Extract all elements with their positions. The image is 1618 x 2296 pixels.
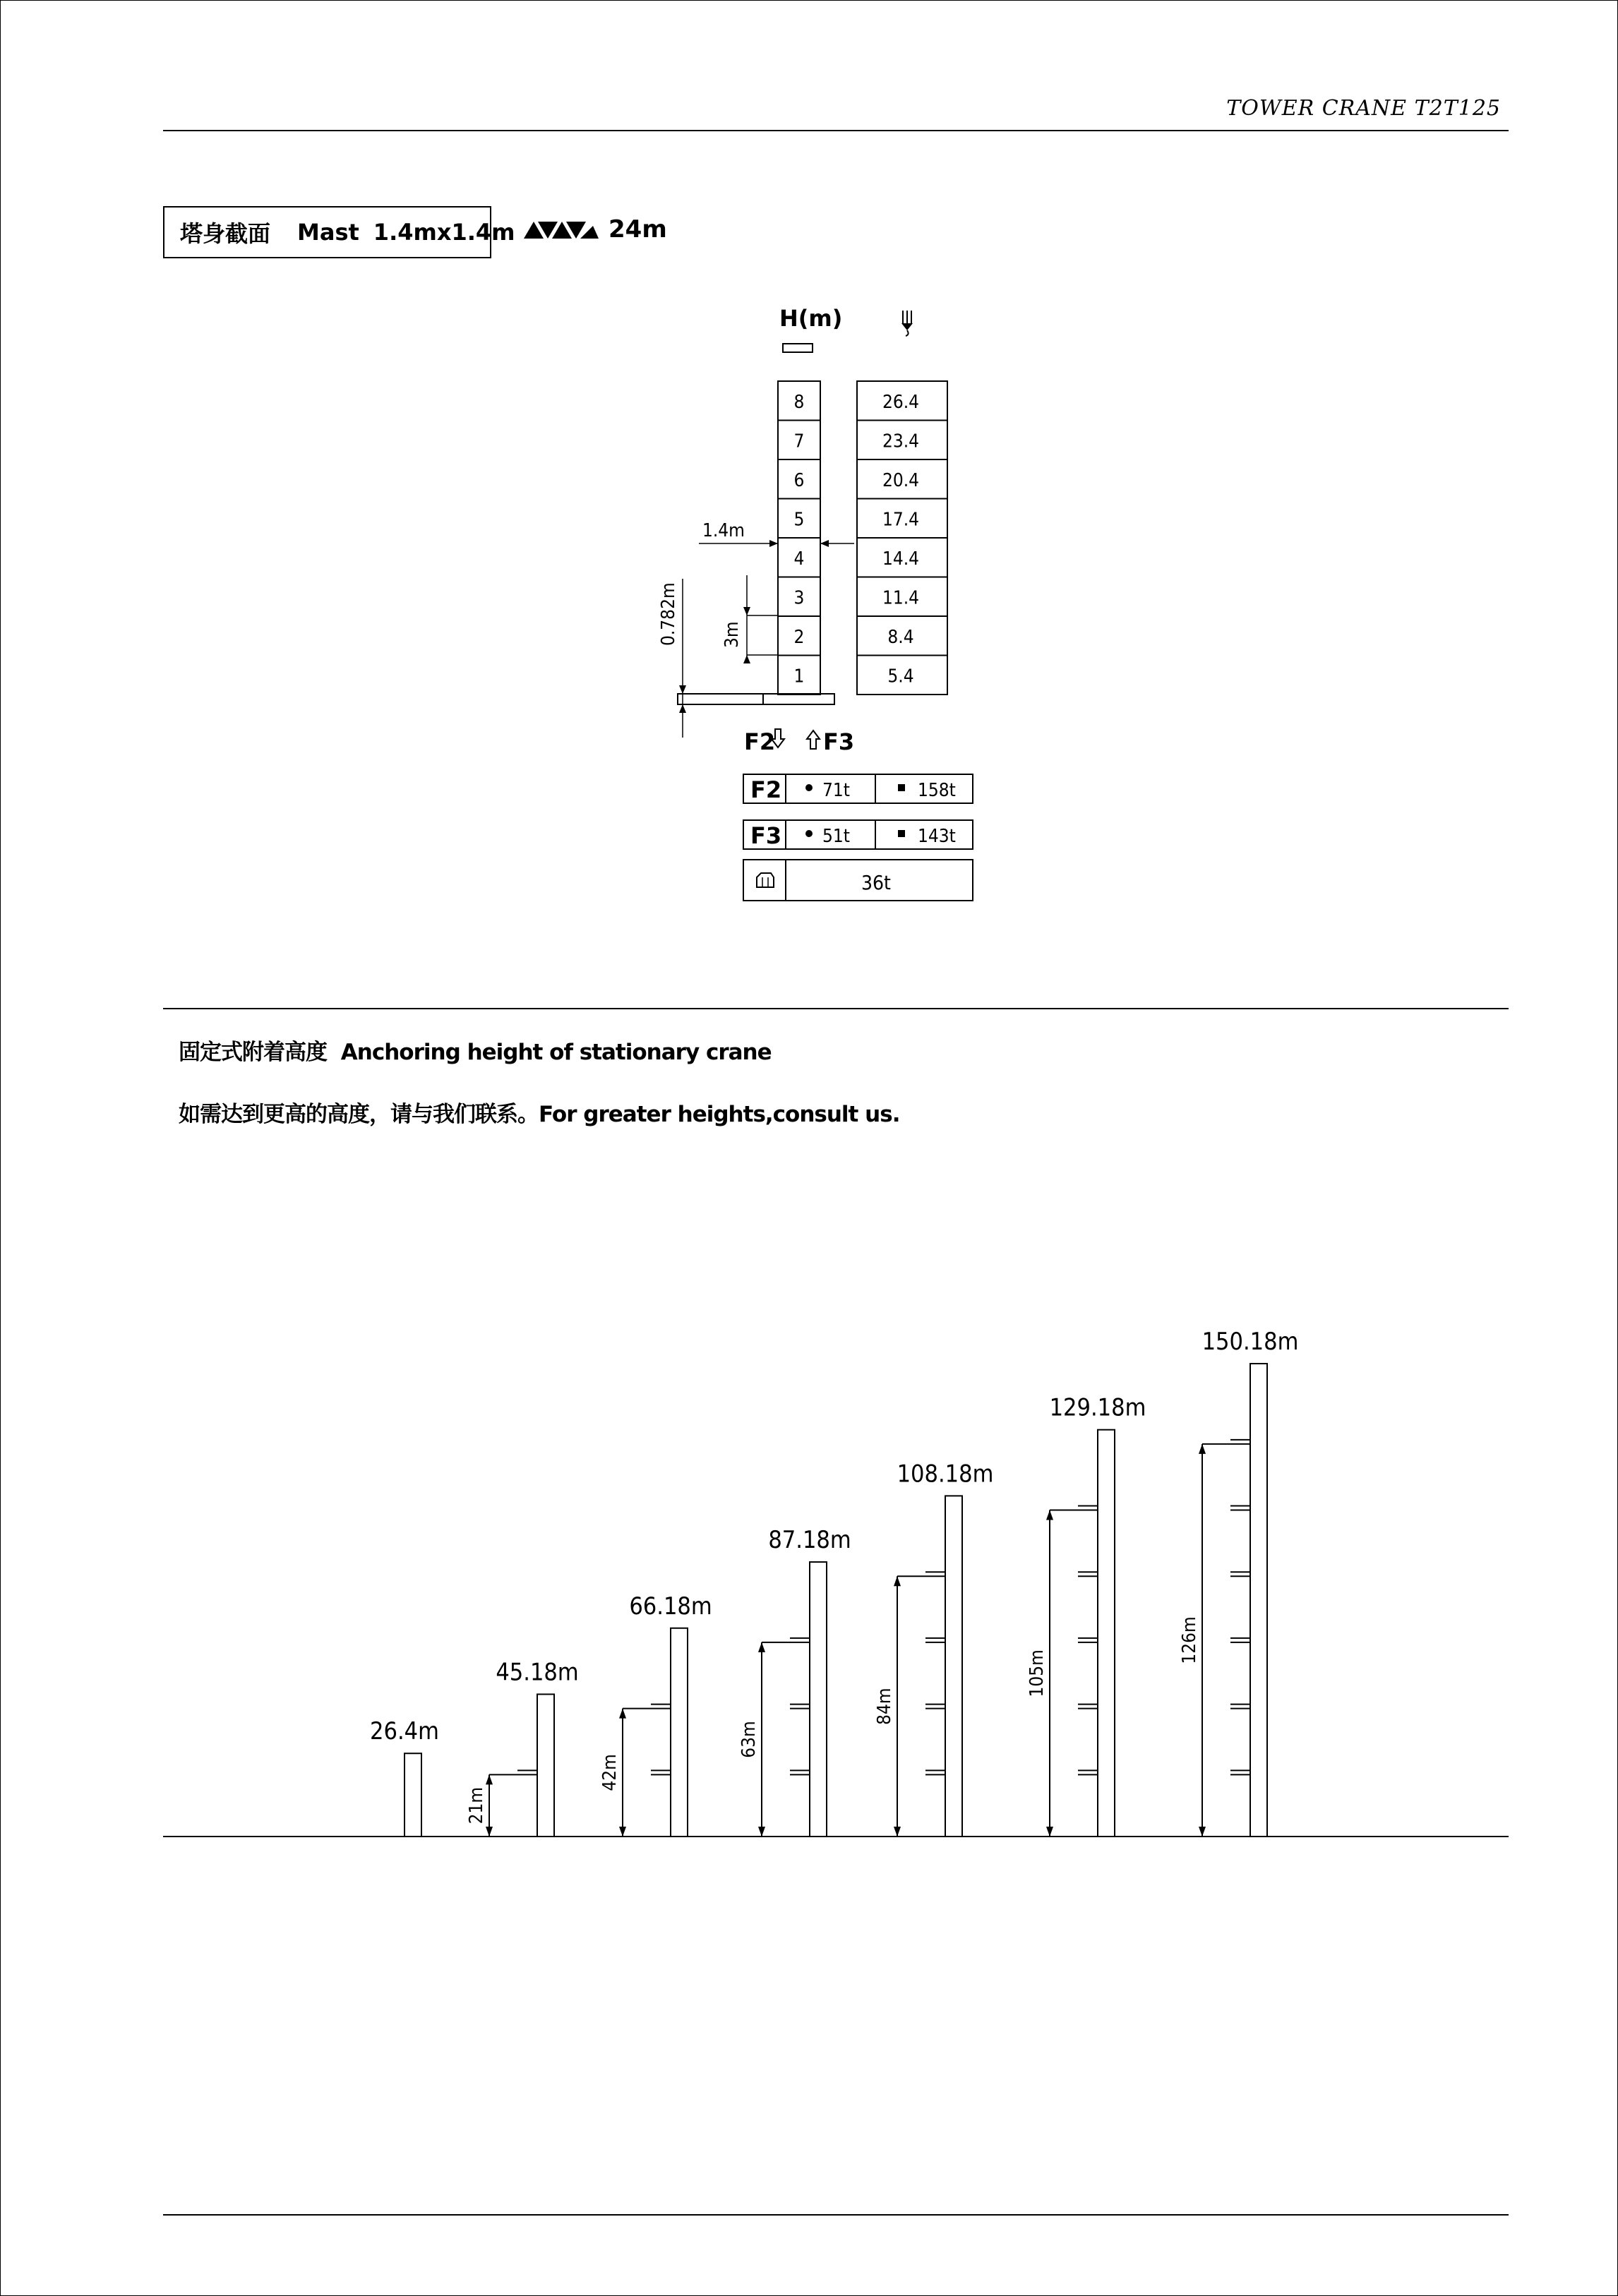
mast-section-number: 3 — [793, 587, 805, 609]
height-value: 11.4 — [882, 587, 920, 609]
anchoring-note-en: For greater heights,consult us. — [539, 1102, 900, 1127]
square-icon — [898, 830, 905, 837]
anchor-dim-arrow-bottom — [619, 1827, 626, 1837]
f3-round-value: 51t — [822, 826, 850, 847]
mast-column — [778, 381, 820, 695]
width-dim-arrow-right — [820, 540, 829, 547]
anchor-dim-arrow-top — [486, 1774, 493, 1784]
height-value: 5.4 — [887, 666, 914, 687]
anchored-mast — [1026, 1394, 1146, 1837]
anchor-dim-arrow-bottom — [1199, 1827, 1206, 1837]
mast-body — [404, 1753, 421, 1837]
height-value: 26.4 — [882, 391, 920, 413]
f2-label-top: F2 — [744, 728, 776, 755]
anchoring-title-cn: 固定式附着高度 — [179, 1040, 327, 1065]
f2-row-label: F2 — [750, 776, 782, 803]
anchoring-title — [179, 1034, 772, 1066]
mast-section-number: 8 — [793, 391, 805, 413]
round-icon — [805, 830, 813, 837]
mast-body — [945, 1496, 962, 1837]
anchor-dim-arrow-top — [1199, 1444, 1206, 1454]
mast-section-number: 2 — [793, 626, 805, 648]
mast-top-label: 26.4m — [370, 1717, 439, 1746]
round-icon — [805, 784, 813, 791]
section-dim-arrow-bottom — [743, 655, 750, 663]
mast-body — [810, 1562, 827, 1837]
anchor-dim-label: 105m — [1026, 1649, 1048, 1697]
mast-top-label: 129.18m — [1049, 1393, 1146, 1422]
anchor-dim-arrow-bottom — [486, 1827, 493, 1837]
anchoring-title-en: Anchoring height of stationary crane — [340, 1040, 772, 1065]
anchoring-diagram — [370, 1328, 1298, 1837]
height-value: 17.4 — [882, 509, 920, 531]
base-dim-arrow-top — [679, 685, 686, 694]
anchored-mast — [874, 1460, 993, 1837]
f3-row-label: F3 — [750, 822, 782, 849]
anchored-mast — [738, 1526, 851, 1837]
mast-top-label: 87.18m — [768, 1526, 851, 1555]
mast-top-label: 150.18m — [1201, 1328, 1299, 1356]
mast-section-number: 7 — [793, 431, 805, 452]
anchor-dim-arrow-bottom — [1046, 1827, 1053, 1837]
arrow-up-icon — [807, 731, 820, 749]
anchor-dim-arrow-top — [758, 1642, 765, 1652]
anchor-dim-label: 21m — [466, 1786, 487, 1825]
mast-body — [1250, 1364, 1267, 1837]
height-value: 20.4 — [882, 469, 920, 491]
f2-round-value: 71t — [822, 780, 850, 801]
mast-top-label: 45.18m — [496, 1658, 579, 1687]
height-column — [857, 381, 947, 695]
hook-icon — [901, 311, 913, 336]
anchored-mast — [599, 1592, 712, 1837]
mast-section-number: 1 — [793, 666, 805, 687]
mast-section-number: 4 — [793, 548, 805, 570]
mast-top-label: 66.18m — [629, 1592, 712, 1621]
anchor-dim-label: 63m — [738, 1721, 760, 1758]
anchored-mast — [370, 1717, 439, 1837]
mast-body — [671, 1628, 688, 1837]
tie-height-value: 24m — [609, 215, 667, 244]
mast-label-cn: 塔身截面 — [180, 220, 271, 247]
counterweight-icon — [757, 873, 774, 887]
mast-section-number: 6 — [793, 469, 805, 491]
forces-table — [743, 774, 973, 901]
anchoring-note — [179, 1096, 899, 1128]
ballast-row — [743, 860, 973, 901]
mast-body — [537, 1694, 554, 1837]
anchored-mast — [1179, 1328, 1298, 1837]
anchor-dim-arrow-top — [1046, 1510, 1053, 1520]
anchor-dim-label: 84m — [874, 1688, 895, 1725]
ballast-value: 36t — [861, 871, 891, 894]
base-dim-arrow-bottom — [679, 704, 686, 713]
anchor-dim-arrow-bottom — [894, 1827, 901, 1837]
mast-top-label: 108.18m — [897, 1460, 994, 1489]
anchor-dim-label: 42m — [599, 1754, 621, 1791]
section-dim-label: 3m — [721, 621, 743, 648]
width-dim-arrow-left — [769, 540, 778, 547]
section-dim-arrow-top — [743, 607, 750, 615]
height-value: 14.4 — [882, 548, 920, 570]
anchor-dim-arrow-top — [894, 1576, 901, 1586]
f3-square-value: 143t — [918, 826, 956, 847]
height-value: 8.4 — [887, 626, 914, 648]
f2-square-value: 158t — [918, 780, 956, 801]
anchored-mast — [466, 1658, 579, 1837]
base-plate — [678, 694, 834, 704]
height-header-symbol — [783, 344, 813, 352]
anchoring-note-cn: 如需达到更高的高度，请与我们联系。 — [179, 1102, 539, 1127]
mast-body — [1098, 1430, 1115, 1837]
f3-label-top: F3 — [823, 728, 855, 755]
height-header: H(m) — [779, 305, 843, 332]
header-model: TOWER CRANE T2T125 — [1226, 96, 1501, 121]
height-value: 23.4 — [882, 431, 920, 452]
anchor-dim-arrow-bottom — [758, 1827, 765, 1837]
base-dim-label: 0.782m — [658, 582, 679, 646]
mast-section-size: 1.4mx1.4m — [373, 219, 515, 246]
mast-label-en: Mast — [297, 219, 359, 246]
anchor-dim-label: 126m — [1179, 1616, 1200, 1664]
square-icon — [898, 784, 905, 791]
mast-section-number: 5 — [793, 509, 805, 531]
anchor-dim-arrow-top — [619, 1709, 626, 1719]
width-dim-label: 1.4m — [702, 520, 745, 541]
